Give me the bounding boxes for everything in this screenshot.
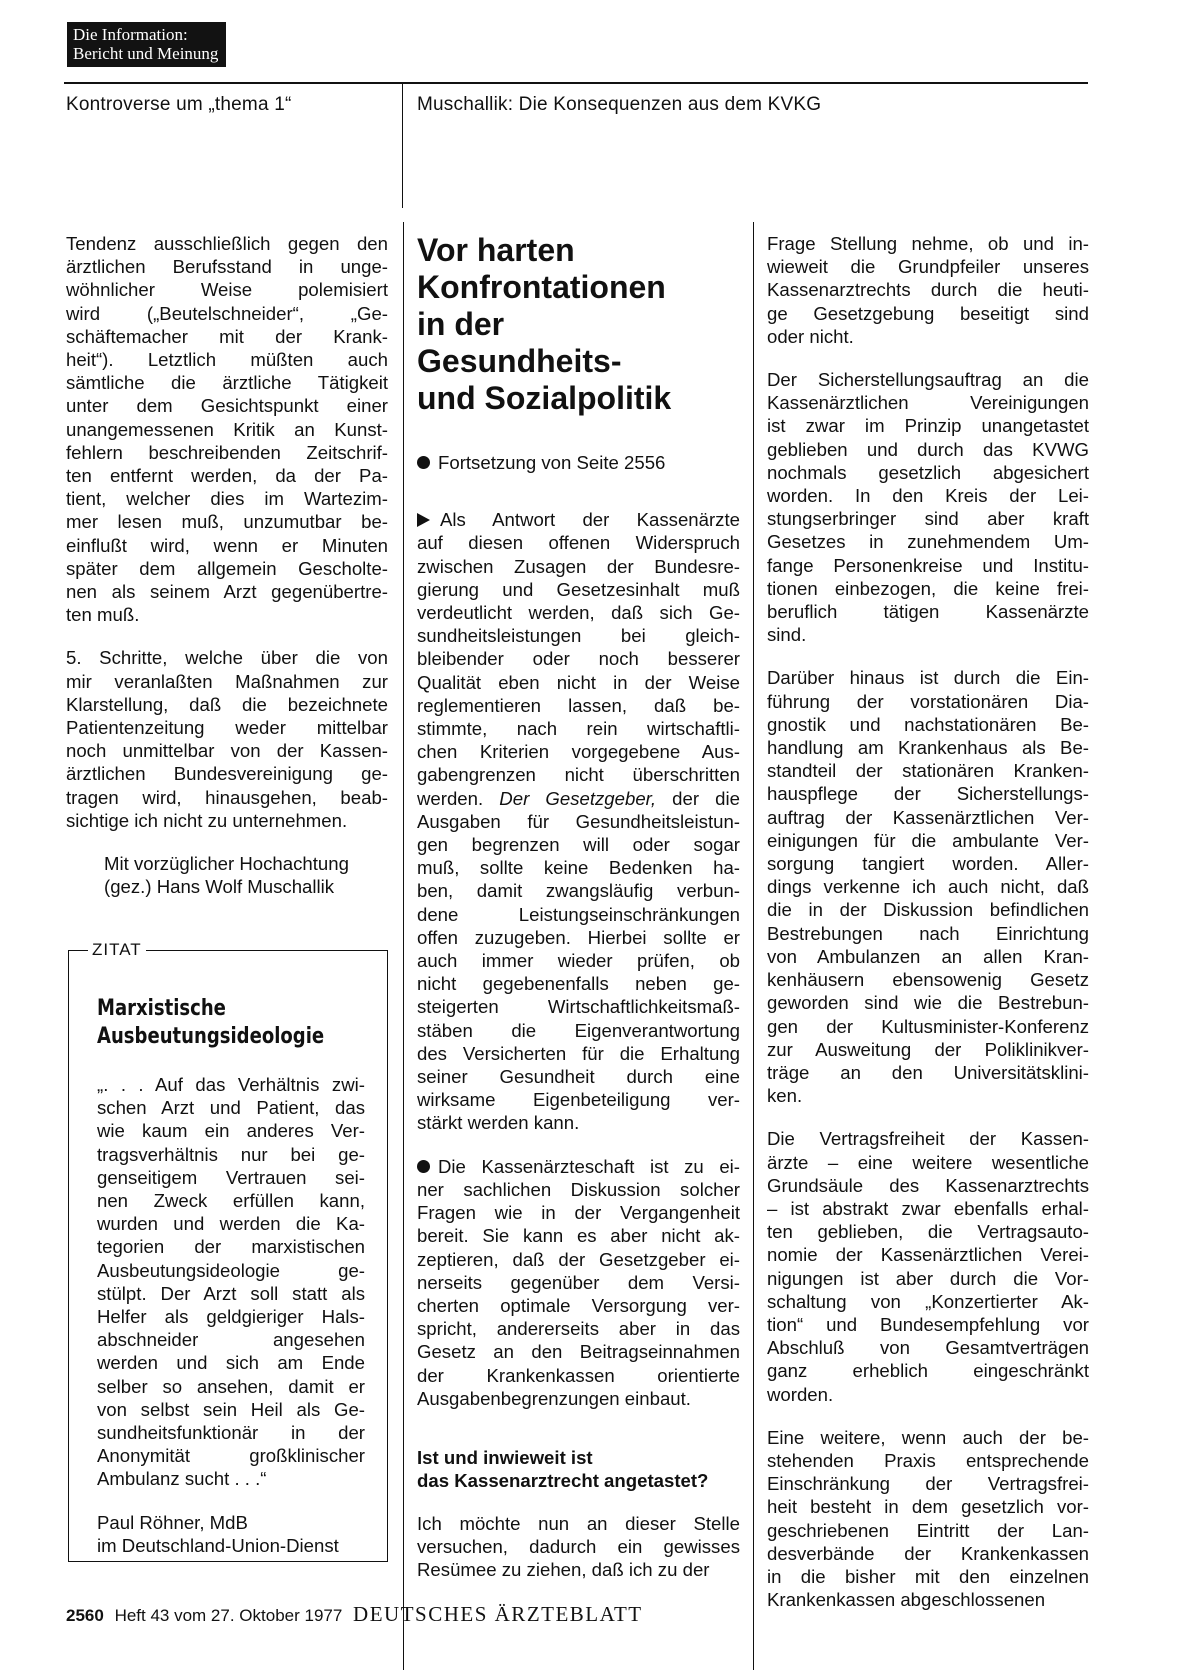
col2-p1-line: sundheitsleistungen bei gleich-: [417, 625, 740, 647]
quote-box-body: [97, 1073, 365, 1557]
section-badge: [67, 22, 226, 67]
col2-paragraph-1: [417, 508, 740, 1134]
col1-paragraph-2-line: sichtige ich nicht zu unternehmen.: [66, 809, 348, 831]
signature: (gez.) Hans Wolf Muschallik: [104, 876, 335, 898]
col3-paragraph-3-line: hauspflege der Sicherstellungs-: [767, 783, 1089, 805]
col3-paragraph-3-line: Bestrebungen nach Einrichtung: [767, 922, 1089, 944]
quote-text-line: Anonymität großklinischer: [97, 1445, 365, 1467]
col2-p1-lines-b: seiner Gesundheit durch eine: [417, 1066, 740, 1088]
badge-line-2: Bericht und Meinung: [73, 44, 219, 63]
article-headline: [417, 232, 740, 417]
col2-paragraph-3-line: Resümee zu ziehen, daß ich zu der: [417, 1559, 710, 1581]
col3-paragraph-2-line: fange Personenkreise und Institu-: [767, 554, 1089, 576]
col3-paragraph-3-line: handlung am Krankenhaus als Be-: [767, 737, 1089, 759]
col3-paragraph-4: [767, 1127, 1089, 1405]
col2-p2-line: spricht, andererseits aber in das: [417, 1318, 740, 1340]
col2-p1-lines-b: dene Leistungseinschränkungen: [417, 903, 740, 925]
col3-paragraph-4-line: Grundsäule des Kassenarztrechts: [767, 1174, 1089, 1196]
col1-paragraph-1-line: heit“). Letztlich müßten auch: [66, 349, 388, 371]
col2-p1-line: gabengrenzen nicht überschritten: [417, 764, 740, 786]
quote-text-line: wurden und werden die Ka-: [97, 1213, 365, 1235]
quote-text-line: stülpt. Der Arzt soll statt als: [97, 1282, 365, 1304]
col2-p1-lines-b: muß, sollte keine Bedenken ha-: [417, 857, 740, 879]
col3-paragraph-3-line: gnostik und nachstationären Be-: [767, 713, 1089, 735]
bullet-icon: [417, 456, 430, 469]
col3-paragraph-3-line: standteil der stationären Kranken-: [767, 760, 1089, 782]
col2-p1-lines-b: nicht gegebenenfalls neben ge-: [417, 973, 740, 995]
header-divider: [402, 83, 403, 208]
col2-p1-line: Als Antwort der Kassenärzte: [440, 509, 740, 531]
subheading-line-1: Ist und inwieweit ist: [417, 1446, 593, 1468]
col2-p1-line: verdeutlicht werden, daß sich Ge-: [417, 602, 740, 624]
subheading-line-2: das Kassenarztrecht angetastet?: [417, 1469, 709, 1491]
page-number: 2560: [66, 1606, 104, 1625]
col3-paragraph-3-line: ken.: [767, 1085, 803, 1107]
col3-paragraph-3-line: gen der Kultusminister-Konferenz: [767, 1015, 1089, 1037]
badge-line-1: Die Information:: [73, 25, 188, 44]
kicker-left: Kontroverse um „thema 1“: [66, 94, 292, 115]
col1-paragraph-2-line: tragen wird, hinausgehen, beab-: [66, 786, 388, 808]
col2-p2-line: Gesetz an den Beitragseinnahmen: [417, 1341, 740, 1363]
col3-paragraph-5-line: stehenden Praxis entsprechende: [767, 1449, 1089, 1471]
col3-paragraph-5: [767, 1426, 1089, 1612]
quote-text-line: Ambulanz sucht . . .“: [97, 1468, 267, 1490]
col2-p1-line: zwischen Zusagen der Bundesre-: [417, 555, 740, 577]
article-headline-line: Konfrontationen: [417, 269, 666, 305]
col2-p1-lines-b: steigerten Wirtschaftlichkeitsmaß-: [417, 996, 740, 1018]
col3-paragraph-4-line: worden.: [767, 1383, 834, 1405]
col2-p1-lines-b: wirksame Eigenbeteiligung ver-: [417, 1089, 740, 1111]
col3-paragraph-3-line: auftrag der Kassenärztlichen Ver-: [767, 806, 1089, 828]
column-separator-2: [753, 222, 754, 1670]
col1-paragraph-1-line: nen als seinem Arzt gegenübertre-: [66, 581, 388, 603]
col3-paragraph-2-line: Kassenärztlichen Vereinigungen: [767, 392, 1089, 414]
col3-paragraph-1-line: ge Gesetzgebung beseitigt sind: [767, 302, 1089, 324]
quote-text: [97, 1073, 365, 1491]
col2-p1-lines-b: offen zuzugeben. Hierbei sollte er: [417, 926, 740, 948]
col1-paragraph-1-line: fehlern beschreibenden Zeitschrif-: [66, 441, 388, 463]
col3-paragraph-4-line: ärzte – eine weitere wesentliche: [767, 1151, 1089, 1173]
col3-paragraph-1-line: Kassenarztrechts durch die heuti-: [767, 279, 1089, 301]
column-3: [767, 232, 1089, 1631]
col3-paragraph-5-line: geschriebenen Eintritt der Lan-: [767, 1519, 1089, 1541]
col2-p2-lines: [417, 1178, 740, 1410]
col2-p2-line: zeptieren, daß der Gesetzgeber ei-: [417, 1248, 740, 1270]
col1-paragraph-1-line: ten entfernt werden, da der Pa-: [66, 465, 388, 487]
quote-box-label: ZITAT: [88, 940, 146, 960]
col1-paragraph-1-line: unangemessenen Kritik an Kunst-: [66, 418, 388, 440]
col2-paragraph-3: [417, 1512, 740, 1582]
col2-p1-lines-b: Ausgaben für Gesundheitsleistun-: [417, 810, 740, 832]
kicker-right: Muschallik: Die Konsequenzen aus dem KVKG: [417, 94, 822, 115]
col3-paragraph-4-line: nigungen ist aber durch die Vor-: [767, 1267, 1089, 1289]
col3-paragraph-3: [767, 666, 1089, 1107]
col1-paragraph-1-line: ärztlichen Berufsstand in unge-: [66, 256, 388, 278]
col3-paragraph-2-line: beruflich tätigen Kassenärzte: [767, 601, 1089, 623]
col3-paragraph-1: [767, 232, 1089, 348]
quote-text-line: sundheitsfunktionär in der: [97, 1422, 365, 1444]
col3-paragraph-2-line: geblieben und durch das KVWG: [767, 438, 1089, 460]
col2-paragraph-2: [417, 1155, 740, 1410]
quote-text-line: werden und sich am Ende: [97, 1352, 365, 1374]
col3-paragraph-2-line: Gesetzes in zunehmendem Um-: [767, 531, 1089, 553]
col2-p2-line: ner sachlichen Diskussion solcher: [417, 1178, 740, 1200]
page-footer: [66, 1602, 643, 1627]
col1-paragraph-1-line: wird („Beutelschneider“, „Ge-: [66, 302, 388, 324]
col1-paragraph-1-line: tient, welcher dies im Wartezim-: [66, 488, 388, 510]
arrow-right-icon: [417, 513, 430, 527]
col2-p2-line: cherten optimale Versorgung ver-: [417, 1294, 740, 1316]
col2-p2-line: nerseits gegenüber dem Versi-: [417, 1271, 740, 1293]
issue-info: Heft 43 vom 27. Oktober 1977: [114, 1606, 343, 1625]
quote-text-line: selber so ansehen, damit er: [97, 1375, 365, 1397]
col3-paragraph-1-line: Frage Stellung nehme, ob und in-: [767, 233, 1089, 254]
col3-paragraph-2-line: ist zwar im Prinzip unangetastet: [767, 415, 1089, 437]
quote-text-line: „. . . Auf das Verhältnis zwi-: [97, 1074, 365, 1095]
quote-text-line: Ausbeutungsideologie ge-: [97, 1259, 365, 1281]
col3-paragraph-5-line: Krankenkassen abgeschlossenen: [767, 1589, 1046, 1611]
col2-p1-text: werden.: [417, 787, 500, 809]
col3-paragraph-4-line: schaltung von „Konzertierter Ak-: [767, 1290, 1089, 1312]
col2-p2-line: der Krankenkassen orientierte: [417, 1364, 740, 1386]
col2-p1-lines: [417, 531, 740, 786]
col2-p1-lines-b: auch immer wieder prüfen, ob: [417, 950, 740, 972]
col1-paragraph-2-line: mir veranlaßten Maßnahmen zur: [66, 670, 388, 692]
column-2: [417, 232, 740, 1602]
quote-text-line: nen Zweck erfüllen kann,: [97, 1190, 365, 1212]
column-1: [66, 232, 388, 898]
quote-text-line: tegorien der marxistischen: [97, 1236, 365, 1258]
col2-p1-lines-b: [417, 810, 740, 1135]
col2-p1-first-line: [417, 508, 740, 531]
col3-paragraph-5-line: Einschränkung der Vertragsfrei-: [767, 1473, 1089, 1495]
col1-paragraph-1-line: unter dem Gesichtspunkt einer: [66, 395, 388, 417]
col3-paragraph-2-line: Der Sicherstellungsauftrag an die: [767, 369, 1089, 391]
col3-paragraph-3-line: zur Ausweitung der Poliklinikver-: [767, 1038, 1089, 1060]
article-headline-line: Gesundheits-: [417, 343, 622, 379]
col3-paragraph-3-line: träge an den Universitätsklini-: [767, 1061, 1089, 1083]
col3-paragraph-3-line: geworden sind wie die Bestrebun-: [767, 992, 1089, 1014]
col1-paragraph-1-line: Tendenz ausschließlich gegen den: [66, 233, 388, 254]
col1-paragraph-2-line: 5. Schritte, welche über die von: [66, 647, 388, 669]
quote-source-publication: im Deutschland-Union-Dienst: [97, 1534, 339, 1556]
col2-p1-text: der die: [656, 787, 740, 809]
quote-text-line: wie kaum ein anderes Ver-: [97, 1120, 365, 1142]
col2-p1-line: chen Kriterien vorgegebene Aus-: [417, 741, 740, 763]
col2-p1-lines-b: stäben die Eigenverantwortung: [417, 1019, 740, 1041]
col3-paragraph-3-line: die in der Diskussion befindlichen: [767, 899, 1089, 921]
col3-paragraph-4-line: Die Vertragsfreiheit der Kassen-: [767, 1128, 1089, 1150]
col2-p1-lines-b: des Versicherten für die Erhaltung: [417, 1042, 740, 1064]
col3-paragraph-2: [767, 368, 1089, 646]
column-separator-1: [403, 222, 404, 1670]
col3-paragraph-4-line: – ist abstrakt zwar ebenfalls erhal-: [767, 1197, 1089, 1219]
col3-paragraph-4-line: tion“ und Bundesempfehlung vor: [767, 1313, 1089, 1335]
col3-paragraph-1-line: oder nicht.: [767, 325, 854, 347]
col2-p1-line: gierung und Gesetzesinhalt muß: [417, 578, 740, 600]
col1-paragraph-1-line: einflußt wird, wenn er Minuten: [66, 534, 388, 556]
col3-paragraph-5-line: heit besteht in dem gesetzlich vor-: [767, 1496, 1089, 1518]
quote-box-title: [97, 995, 324, 1051]
col1-paragraph-1-line: mer lesen muß, unzumutbar be-: [66, 511, 388, 533]
quote-text-line: Helfer als geldgieriger Hals-: [97, 1306, 365, 1328]
col3-paragraph-3-line: von Ambulanzen an allen Kran-: [767, 945, 1089, 967]
col2-p1-italic: Der Gesetzgeber,: [499, 787, 656, 809]
continued-note: [417, 451, 740, 474]
col2-p1-line: stimmte, nach rein wirtschaftli-: [417, 718, 740, 740]
col2-paragraph-3-line: versuchen, dadurch ein gewisses: [417, 1536, 740, 1558]
col2-p1-lines-b: gen begrenzen will oder sogar: [417, 834, 740, 856]
col3-paragraph-2-line: stungserbringer sind aber kraft: [767, 508, 1089, 530]
article-headline-line: und Sozialpolitik: [417, 380, 672, 416]
col3-paragraph-2-line: sind.: [767, 624, 807, 646]
col3-paragraph-5-line: Eine weitere, wenn auch der be-: [767, 1426, 1089, 1448]
quote-title-line-2: Ausbeutungsideologie: [97, 1024, 325, 1049]
closing-salutation: Mit vorzüglicher Hochachtung: [104, 853, 349, 875]
col2-p2-line: Fragen wie in der Vergangenheit: [417, 1202, 740, 1224]
col2-p2-line: Die Kassenärzteschaft ist zu ei-: [438, 1155, 740, 1177]
col3-paragraph-3-line: Darüber hinaus ist durch die Ein-: [767, 667, 1089, 689]
col2-p1-line: auf diesen offenen Widerspruch: [417, 532, 740, 554]
col3-paragraph-4-line: ganz erheblich eingeschränkt: [767, 1360, 1089, 1382]
col3-paragraph-4-line: ten geblieben, die Vertragsauto-: [767, 1221, 1089, 1243]
col3-paragraph-2-line: tionen einbezogen, die keine frei-: [767, 577, 1089, 599]
col3-paragraph-4-line: nomie der Kassenärztlichen Verei-: [767, 1244, 1089, 1266]
quote-source-name: Paul Röhner, MdB: [97, 1511, 248, 1533]
col2-p2-line: Ausgabenbegrenzungen einbaut.: [417, 1387, 691, 1409]
article-headline-line: in der: [417, 306, 505, 342]
col1-paragraph-1: [66, 232, 388, 626]
col3-paragraph-3-line: dings verkenne ich auch nicht, daß: [767, 876, 1089, 898]
col1-paragraph-2: [66, 646, 388, 832]
col2-p1-italic-line: [417, 787, 740, 810]
col3-paragraph-3-line: kenhäusern ebensowenig Gesetz: [767, 969, 1089, 991]
col3-paragraph-3-line: führung der vorstationären Dia-: [767, 690, 1089, 712]
section-subheading: [417, 1446, 740, 1492]
col1-paragraph-1-line: ten muß.: [66, 604, 140, 626]
article-headline-line: Vor harten: [417, 232, 575, 268]
col3-paragraph-5-line: in die bisher mit den einzelnen: [767, 1565, 1089, 1587]
col2-p1-line: reglementieren lassen, daß be-: [417, 694, 740, 716]
col2-p1-line: Qualität eben nicht in der Weise: [417, 671, 740, 693]
col2-paragraph-3-line: Ich möchte nun an dieser Stelle: [417, 1512, 740, 1534]
col1-paragraph-2-line: Klarstellung, daß die bezeichnete: [66, 693, 388, 715]
col1-paragraph-2-line: noch unmittelbar von der Kassen-: [66, 740, 388, 762]
col2-p1-lines-b: stärkt werden kann.: [417, 1112, 580, 1134]
col1-paragraph-2-line: Patientenzeitung weder mittelbar: [66, 717, 388, 739]
col3-paragraph-1-line: wieweit die Grundpfeiler unseres: [767, 256, 1089, 278]
col2-p1-line: bleibender oder noch besserer: [417, 648, 740, 670]
journal-name: DEUTSCHES ÄRZTEBLATT: [353, 1602, 643, 1626]
quote-text-line: abschneider angesehen: [97, 1329, 365, 1351]
col3-paragraph-2-line: nochmals gesetzlich abgesichert: [767, 461, 1089, 483]
col3-paragraph-5-line: desverbände der Krankenkassen: [767, 1542, 1089, 1564]
col2-p2-line: bereit. Sie kann es aber nicht ak-: [417, 1225, 740, 1247]
quote-text-line: tragsverhältnis nur bei ge-: [97, 1143, 365, 1165]
col1-paragraph-1-line: schäftemacher mit der Krank-: [66, 325, 388, 347]
header-rule: [64, 82, 1088, 84]
quote-title-line-1: Marxistische: [97, 996, 226, 1021]
col3-paragraph-3-line: einigungen für die ambulante Ver-: [767, 829, 1089, 851]
col3-paragraph-2-line: worden. In den Kreis der Lei-: [767, 485, 1089, 507]
col2-p1-lines-b: ben, damit zwangsläufig verbun-: [417, 880, 740, 902]
quote-text-line: von selbst sein Heil als Ge-: [97, 1398, 365, 1420]
col2-p2-first-line: [417, 1155, 740, 1178]
col3-paragraph-3-line: sorgung tangiert worden. Aller-: [767, 853, 1089, 875]
col1-paragraph-2-line: ärztlichen Bundesvereinigung ge-: [66, 763, 388, 785]
quote-text-line: schen Arzt und Patient, das: [97, 1097, 365, 1119]
quote-text-line: genseitigem Vertrauen sei-: [97, 1166, 365, 1188]
continued-text: Fortsetzung von Seite 2556: [438, 452, 666, 473]
bullet-icon: [417, 1160, 430, 1173]
col1-paragraph-1-line: wöhnlicher Weise polemisiert: [66, 279, 388, 301]
col3-paragraph-4-line: Abschluß von Gesamtverträgen: [767, 1337, 1089, 1359]
col1-paragraph-1-line: sämtliche die ärztliche Tätigkeit: [66, 372, 388, 394]
col1-paragraph-1-line: später dem allgemein Gescholte-: [66, 557, 388, 579]
